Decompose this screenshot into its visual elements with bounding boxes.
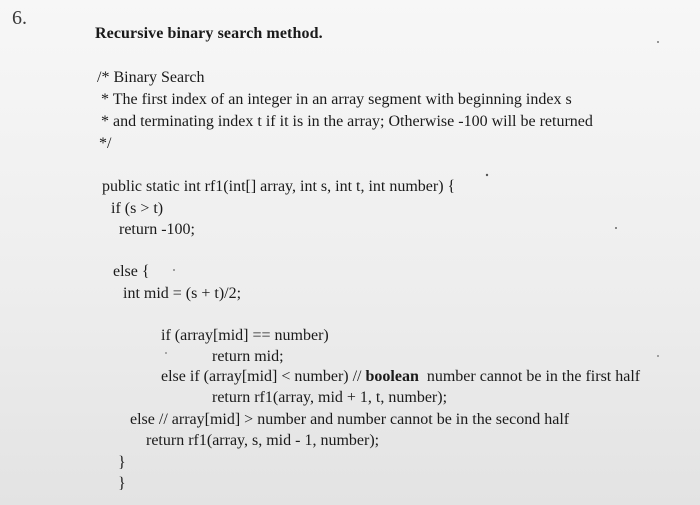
return-mid: return mid; (212, 348, 284, 365)
comment-line-3: * and terminating index t if it is in the array; Otherwise -100 will be returned (101, 113, 593, 130)
else-if-boolean: boolean (365, 368, 419, 385)
if-equal: if (array[mid] == number) (161, 327, 329, 344)
speck (657, 355, 659, 357)
return-left-half: return rf1(array, s, mid - 1, number); (146, 432, 380, 449)
close-brace-outer: } (118, 475, 126, 492)
if-condition: if (s > t) (111, 200, 164, 217)
else-if-less (161, 369, 640, 385)
else-if-prefix: else if (array[mid] < number) // (161, 368, 366, 385)
comment-line-4: */ (99, 135, 112, 152)
mid-declaration: int mid = (s + t)/2; (123, 285, 242, 302)
speck (486, 174, 488, 176)
comment-line-1: /* Binary Search (97, 69, 205, 86)
else-open: else { (113, 263, 150, 280)
question-number: 6. (12, 7, 27, 29)
speck (615, 227, 617, 229)
question-title: Recursive binary search method. (95, 25, 323, 42)
speck (657, 41, 659, 43)
close-brace-inner: } (118, 454, 126, 471)
else-if-suffix: number cannot be in the first half (418, 368, 641, 385)
speck (173, 269, 175, 271)
else-comment: else // array[mid] > number and number cannot be in the second half (130, 411, 570, 428)
method-signature: public static int rf1(int[] array, int s, int t, int number) { (102, 178, 456, 195)
return-not-found: return -100; (119, 221, 195, 238)
speck (165, 352, 167, 354)
return-right-half: return rf1(array, mid + 1, t, number); (212, 389, 448, 406)
comment-line-2: * The first index of an integer in an array segment with beginning index s (101, 91, 572, 108)
